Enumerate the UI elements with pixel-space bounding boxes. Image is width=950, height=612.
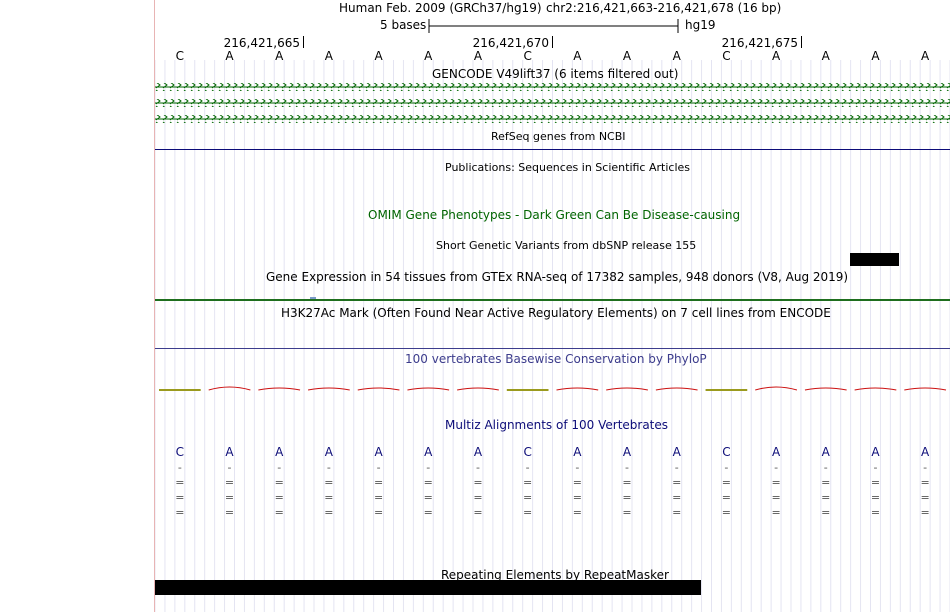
- dbsnp-variant[interactable]: [850, 253, 899, 266]
- gencode-gene-models[interactable]: [155, 81, 950, 127]
- rhesus-alignment-mark: -: [475, 461, 480, 474]
- human-alignment-base: A: [622, 445, 632, 459]
- phylop-conservation-plot[interactable]: [155, 380, 950, 400]
- elephant-alignment-mark: =: [324, 506, 334, 519]
- h3k27ac-baseline: [155, 348, 950, 349]
- mouse-alignment-mark: =: [821, 476, 831, 489]
- dog-alignment-mark: =: [423, 491, 433, 504]
- repeatmasker-title: Repeating Elements by RepeatMasker: [441, 568, 669, 582]
- rhesus-alignment-mark: -: [873, 461, 878, 474]
- base-letter: C: [523, 49, 532, 63]
- elephant-alignment-mark: =: [672, 506, 682, 519]
- rhesus-alignment-mark: -: [177, 461, 182, 474]
- base-letter: A: [275, 49, 284, 63]
- mouse-alignment-mark: =: [771, 476, 781, 489]
- coord-tick-label-2: 216,421,670: [472, 36, 549, 50]
- dog-alignment-mark: =: [870, 491, 881, 504]
- human-alignment-base: A: [821, 445, 830, 459]
- dog-alignment-mark: =: [274, 491, 284, 504]
- elephant-alignment-mark: =: [721, 506, 732, 519]
- mouse-alignment-mark: =: [920, 476, 930, 489]
- publications-title: Publications: Sequences in Scientific Articles: [445, 161, 690, 174]
- mouse-alignment-mark: =: [473, 476, 483, 489]
- dog-alignment-mark: =: [324, 491, 334, 504]
- dog-alignment-mark: =: [821, 491, 831, 504]
- rhesus-alignment-mark: -: [227, 461, 232, 474]
- scale-genome: hg19: [685, 18, 716, 32]
- mouse-alignment-mark: =: [423, 476, 433, 489]
- rhesus-alignment-mark: -: [376, 461, 381, 474]
- rhesus-alignment-mark: -: [923, 461, 928, 474]
- rhesus-alignment-mark: -: [823, 461, 828, 474]
- rhesus-alignment-mark: -: [774, 461, 779, 474]
- h3k27ac-title: H3K27Ac Mark (Often Found Near Active Regulatory Elements) on 7 cell lines from ENCODE: [281, 306, 831, 320]
- phylop-segment: [457, 388, 499, 390]
- rhesus-alignment-mark: -: [674, 461, 679, 474]
- rhesus-alignment-mark: -: [724, 461, 729, 474]
- elephant-alignment-mark: =: [870, 506, 881, 519]
- scale-bar-text: 5 bases: [380, 18, 427, 32]
- base-letter: A: [672, 49, 681, 63]
- dog-alignment-mark: =: [572, 491, 582, 504]
- elephant-alignment-mark: =: [373, 506, 384, 519]
- human-alignment-base: A: [473, 445, 483, 459]
- base-letter: A: [921, 49, 930, 63]
- omim-title: OMIM Gene Phenotypes - Dark Green Can Be Disease-causing: [368, 208, 741, 222]
- base-letter: A: [771, 49, 781, 63]
- rhesus-alignment-mark: -: [575, 461, 580, 474]
- dog-alignment-mark: =: [373, 491, 384, 504]
- base-letter: A: [622, 49, 632, 63]
- rhesus-alignment-mark: -: [277, 461, 282, 474]
- phylop-segment: [656, 388, 698, 390]
- coord-tick-1: [303, 36, 304, 48]
- elephant-alignment-mark: =: [224, 506, 235, 519]
- mouse-alignment-mark: =: [672, 476, 682, 489]
- phylop-segment: [258, 388, 300, 390]
- human-alignment-base: A: [921, 445, 930, 459]
- human-alignment-base: A: [573, 445, 582, 459]
- base-letter: A: [374, 49, 383, 63]
- human-alignment-base: A: [424, 445, 433, 459]
- human-alignment-base: C: [175, 445, 185, 459]
- phylop-segment: [805, 388, 847, 390]
- base-letter: A: [573, 49, 582, 63]
- mouse-alignment-mark: =: [721, 476, 732, 489]
- mouse-alignment-mark: =: [274, 476, 284, 489]
- elephant-alignment-mark: =: [771, 506, 781, 519]
- human-alignment-base: A: [225, 445, 234, 459]
- base-letter: A: [324, 49, 334, 63]
- gtex-title: Gene Expression in 54 tissues from GTEx RNA-seq of 17382 samples, 948 donors (V8, Aug 2019): [266, 270, 849, 284]
- base-letter: A: [821, 49, 830, 63]
- dog-alignment-mark: =: [920, 491, 930, 504]
- refseq-gene-line[interactable]: [155, 149, 950, 150]
- phylop-segment: [557, 388, 599, 390]
- mouse-alignment-mark: =: [373, 476, 384, 489]
- mouse-alignment-mark: =: [572, 476, 582, 489]
- elephant-alignment-mark: =: [821, 506, 831, 519]
- phylop-segment: [606, 388, 648, 390]
- phylop-segment: [904, 388, 946, 390]
- dog-alignment-mark: =: [672, 491, 682, 504]
- rhesus-alignment-mark: -: [525, 461, 530, 474]
- dog-alignment-mark: =: [523, 491, 533, 504]
- mouse-alignment-mark: =: [324, 476, 334, 489]
- repeatmasker-element[interactable]: [155, 580, 701, 595]
- rhesus-alignment-mark: -: [326, 461, 331, 474]
- phylop-segment: [308, 388, 350, 390]
- multiz-title: Multiz Alignments of 100 Vertebrates: [445, 418, 669, 432]
- window-position-value: chr2:216,421,663-216,421,678 (16 bp): [546, 1, 782, 15]
- elephant-alignment-mark: =: [920, 506, 930, 519]
- gencode-transcript-1[interactable]: [155, 83, 950, 91]
- scale-bar: [428, 18, 680, 34]
- mouse-alignment-mark: =: [523, 476, 533, 489]
- dog-alignment-mark: =: [622, 491, 632, 504]
- elephant-alignment-mark: =: [523, 506, 533, 519]
- coord-tick-label-3: 216,421,675: [721, 36, 798, 50]
- coord-tick-label-1: 216,421,665: [223, 36, 300, 50]
- mouse-alignment-mark: =: [175, 476, 185, 489]
- human-alignment-base: A: [672, 445, 681, 459]
- dbsnp-title: Short Genetic Variants from dbSNP release 155: [436, 239, 697, 252]
- mouse-alignment-mark: =: [224, 476, 235, 489]
- phylop-title: 100 vertebrates Basewise Conservation by PhyloP: [405, 352, 707, 366]
- phylop-segment: [855, 388, 897, 390]
- elephant-alignment-mark: =: [473, 506, 483, 519]
- base-letter: C: [722, 49, 731, 63]
- dog-alignment-mark: =: [224, 491, 235, 504]
- phylop-segment: [755, 387, 797, 390]
- elephant-alignment-mark: =: [423, 506, 433, 519]
- base-letter: A: [473, 49, 483, 63]
- human-alignment-base: A: [374, 445, 383, 459]
- dog-alignment-mark: =: [771, 491, 781, 504]
- mouse-alignment-mark: =: [622, 476, 632, 489]
- base-letter: A: [871, 49, 880, 63]
- gtex-expression-mark: [310, 297, 316, 299]
- human-alignment-base: A: [324, 445, 334, 459]
- rhesus-alignment-mark: -: [625, 461, 630, 474]
- dog-alignment-mark: =: [721, 491, 732, 504]
- coord-tick-3: [801, 36, 802, 48]
- human-alignment-base: C: [722, 445, 731, 459]
- gtex-expression-bar[interactable]: [155, 299, 950, 301]
- base-letter: C: [175, 49, 185, 63]
- human-alignment-base: A: [871, 445, 880, 459]
- gencode-transcript-3[interactable]: [155, 115, 950, 123]
- human-alignment-base: A: [771, 445, 781, 459]
- base-letter: A: [424, 49, 433, 63]
- dog-alignment-mark: =: [473, 491, 483, 504]
- elephant-alignment-mark: =: [572, 506, 582, 519]
- human-alignment-base: C: [523, 445, 532, 459]
- elephant-alignment-mark: =: [175, 506, 185, 519]
- elephant-alignment-mark: =: [622, 506, 632, 519]
- phylop-segment: [209, 387, 251, 390]
- phylop-segment: [358, 388, 400, 390]
- gencode-transcript-2[interactable]: [155, 99, 950, 107]
- coord-tick-2: [552, 36, 553, 48]
- elephant-alignment-mark: =: [274, 506, 284, 519]
- base-letter: A: [225, 49, 234, 63]
- mouse-alignment-mark: =: [870, 476, 881, 489]
- refseq-title: RefSeq genes from NCBI: [491, 130, 626, 143]
- rhesus-alignment-mark: -: [426, 461, 431, 474]
- gencode-title: GENCODE V49lift37 (6 items filtered out): [432, 67, 679, 81]
- dog-alignment-mark: =: [175, 491, 185, 504]
- phylop-segment: [407, 388, 449, 390]
- human-alignment-base: A: [275, 445, 284, 459]
- assembly-name: Human Feb. 2009 (GRCh37/hg19): [339, 1, 542, 15]
